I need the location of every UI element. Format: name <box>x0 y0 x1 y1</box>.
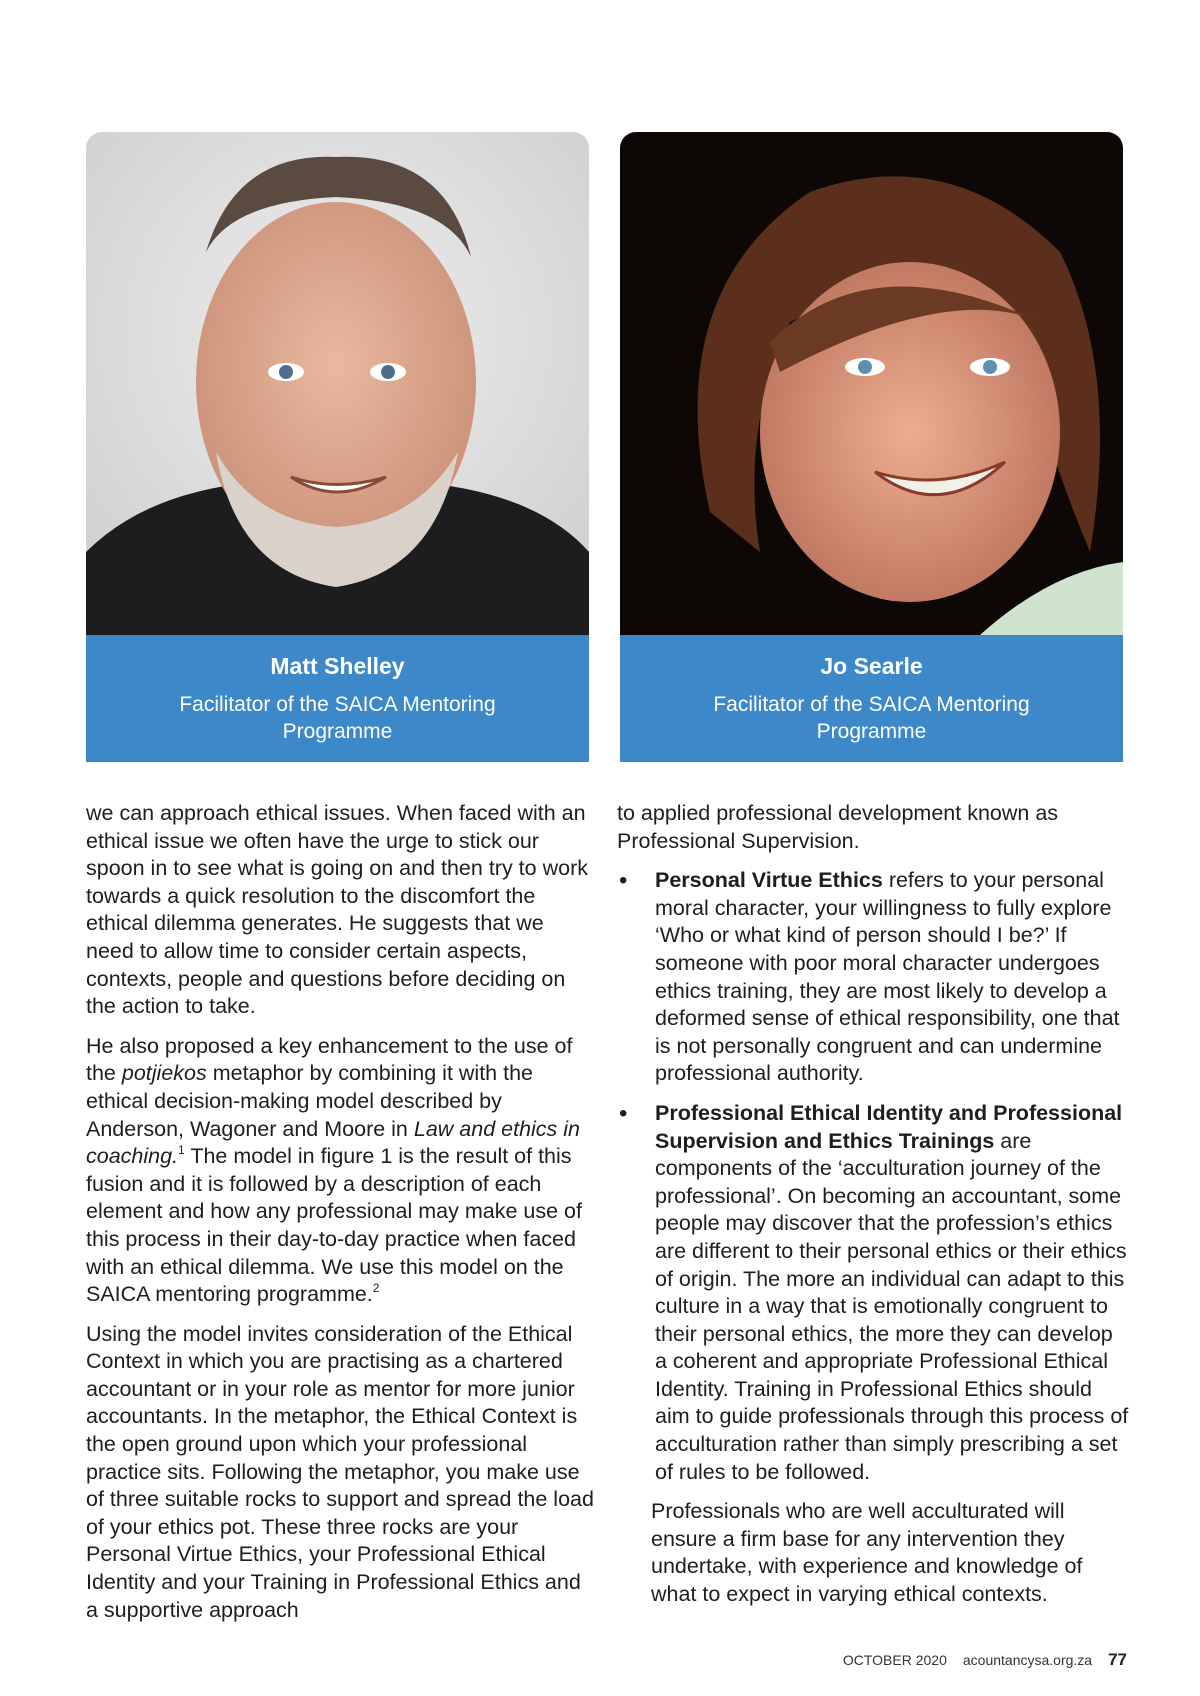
profile-name: Jo Searle <box>820 653 923 679</box>
issue-date: OCTOBER 2020 <box>842 1652 947 1668</box>
paragraph: Professionals who are well acculturated will ensure a firm base for any intervention they undertake, with experience and knowledge of what to expect in varying ethical contexts. <box>651 1499 1083 1607</box>
article-column-left <box>86 800 594 1636</box>
profile-caption <box>620 635 1123 762</box>
paragraph <box>86 1033 594 1309</box>
bullet-icon: • <box>619 1099 628 1127</box>
paragraph: Using the model invites consideration of the Ethical Context in which you are practising as a chartered accountant or in your role as mentor for more junior accountants. In the metaphor, the Ethical Context is the open ground upon which your professional practice sits. Following the metaphor, you make use of three suitable rocks to support and spread the load of your ethics pot. These three rocks are your Personal Virtue Ethics, your Professional Ethical Identity and your Training in Professional Ethics and a supportive approach <box>86 1321 594 1622</box>
portrait-photo-jo-searle <box>620 132 1123 635</box>
footnote-marker: 1 <box>178 1143 185 1158</box>
profile-role: Facilitator of the SAICA Mentoring Programme <box>179 693 496 743</box>
page-number: 77 <box>1108 1650 1127 1669</box>
page-footer <box>843 1650 1127 1670</box>
profile-card-jo-searle <box>620 132 1123 762</box>
text-span: metaphor by combining it with the ethical decision-making model described by Anderson, Wagoner and Moore in <box>86 1061 533 1141</box>
bullet-text: refers to your personal moral character, your willingness to fully explore ‘Who or what kind of person should I be?’ If someone with poor moral character undergoes ethics training, they are most likely to develop a deformed sense of ethical responsibility, one that is not personally congruent and can undermine professional authority. <box>655 868 1120 1086</box>
footnote-marker: 2 <box>372 1281 380 1296</box>
profile-name: Matt Shelley <box>270 653 405 679</box>
italic-text: potjiekos <box>121 1061 207 1086</box>
bullet-text: are components of the ‘acculturation journey of the professional’. On becoming an accountant, some people may discover that the profession’s ethics are different to their personal ethics or their ethics of origin. The more an individual can adapt to this culture in a way that is emotionally congruent to their personal ethics, the more they can develop a coherent and appropriate Professional Ethical Identity. Training in Professional Ethics should aim to guide professionals through this process of acculturation rather than simply prescribing a set of rules to be followed. <box>655 1128 1129 1484</box>
bullet-icon: • <box>619 867 628 895</box>
bullet-heading: Personal Virtue Ethics <box>655 868 883 893</box>
portrait-photo-matt-shelley <box>86 132 589 635</box>
italic-text: Law and ethics in coaching. <box>86 1116 581 1169</box>
paragraph: we can approach ethical issues. When faced with an ethical issue we often have the urge to stick our spoon in to see what is going on and then try to work towards a quick resolution to the discomfort the ethical dilemma generates. He suggests that we need to allow time to consider certain aspects, contexts, people and questions before deciding on the action to take. <box>86 801 588 1019</box>
website-url: acountancysa.org.za <box>962 1652 1093 1668</box>
bullet-item <box>617 1100 1129 1486</box>
profile-card-matt-shelley <box>86 132 589 762</box>
text-span: He also proposed a key enhancement to the use of the <box>86 1033 573 1086</box>
profile-caption <box>86 635 589 762</box>
paragraph: to applied professional development known as Professional Supervision. <box>617 801 1059 853</box>
profile-role: Facilitator of the SAICA Mentoring Programme <box>713 693 1030 743</box>
text-span: The model in figure 1 is the result of this fusion and it is followed by a description of each element and how any professional may make use of this process in their day-to-day practice when faced with an ethical dilemma. We use this model on the SAICA mentoring programme. <box>86 1144 582 1307</box>
bullet-heading: Professional Ethical Identity and Professional Supervision and Ethics Trainings <box>655 1100 1123 1153</box>
article-column-right <box>617 800 1129 1621</box>
bullet-item <box>617 867 1129 1088</box>
